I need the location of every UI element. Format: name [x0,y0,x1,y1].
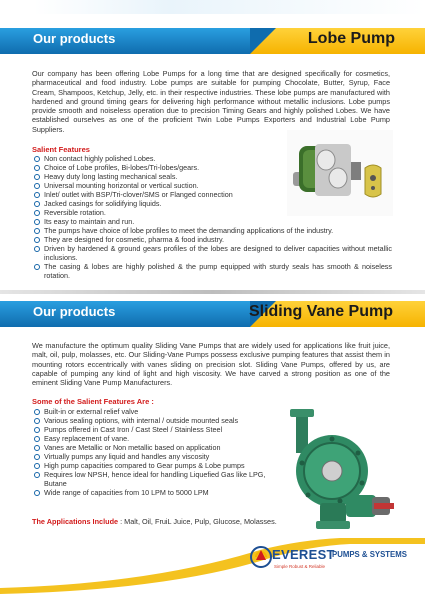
bullet-icon [34,228,40,234]
list-item: Reversible rotation. [32,208,280,217]
brand-tagline: Simple Robust & Reliable [274,564,326,569]
banner-left-title: Our products [33,304,116,319]
list-item: Requires low NPSH, hence ideal for handling Liquefied Gas like LPG, Butane [32,470,272,488]
bullet-icon [34,219,40,225]
lobe-pump-banner [0,28,425,54]
list-item: Heavy duty long lasting mechanical seals. [32,172,280,181]
bullet-icon [34,463,40,469]
list-item: Choice of Lobe profiles, Bi-lobes/Tri-lobes/gears. [32,163,280,172]
list-item: High pump capacities compared to Gear pumps & Lobe pumps [32,461,282,470]
everest-logo [248,546,408,576]
lobe-features-heading: Salient Features [32,145,90,154]
bullet-icon [34,183,40,189]
lobe-pump-intro: Our company has been offering Lobe Pumps for a long time that are designed specifically for cosmetics, pharmaceutical and food industry. Lobe pumps are suitable for pumping Chocolate, Butter, Syrup, Face Cream, Shampoos, Ketchup, Jelly, etc. in their respective industries. These lobe pumps are manufactured with hardened and ground timing gears for delivering high performance without metallic inclusions. Lobe pumps provide smooth and noiseless operation due to precision Timing Gears and highly polished Lobes. We have established ourselves as one of the proficient Twin Lobe Pumps Exporters and Industrial Lobe Pump Suppliers. [32,69,390,134]
list-item: Inlet/ outlet with BSP/Tri-clover/SMS or Flanged connection [32,190,280,199]
banner-right-title: Lobe Pump [307,30,395,47]
applications-text [32,517,388,526]
list-item: Non contact highly polished Lobes. [32,154,280,163]
bullet-icon [34,445,40,451]
list-item: Jacked casings for solidifying liquids. [32,199,280,208]
list-item: Pumps offered in Cast Iron / Cast Steel / Stainless Steel [32,425,282,434]
bullet-icon [34,490,40,496]
brand-name: EVEREST [272,547,335,562]
list-item: The pumps have choice of lobe profiles to meet the demanding applications of the industry. [32,226,392,235]
list-item: Virtually pumps any liquid and handles any viscosity [32,452,282,461]
bullet-icon [34,246,40,252]
list-item: Vanes are Metallic or Non metallic based on application [32,443,282,452]
bullet-icon [34,192,40,198]
brand-sub: PUMPS & SYSTEMS [332,550,407,559]
bullet-icon [34,454,40,460]
bullet-icon [34,174,40,180]
bullet-icon [34,210,40,216]
list-item: Built-in or external relief valve [32,407,282,416]
applications-label: The Applications Include [32,517,119,526]
bullet-icon [34,472,40,478]
banner-left-title: Our products [33,31,116,46]
bullet-icon [34,237,40,243]
list-item: Easy replacement of vane. [32,434,282,443]
vane-features-list [32,407,282,497]
sliding-vane-intro: We manufacture the optimum quality Sliding Vane Pumps that are widely used for applications like fruit juice, malt, oil, pulp, molasses, etc. Our Sliding-Vane Pumps possess exclusive pumping features that assist them in mounting rotors eccentrically with vanes sliding on precision slot. Sliding Vane Pumps, offered by us, are capable of pumping any kind of light and high viscosity. We have carved a strong position as one of the eminent Sliding Vane Pump Manufacturers. [32,341,390,388]
list-item: Various sealing options, with internal / outside mounted seals [32,416,282,425]
list-item: Universal mounting horizontal or vertical suction. [32,181,280,190]
vane-features-heading: Some of the Salient Features Are : [32,397,154,406]
top-decoration [0,0,425,14]
everest-emblem-icon [250,546,272,568]
banner-right-title: Sliding Vane Pump [248,303,393,320]
bullet-icon [34,418,40,424]
lobe-pump-image [285,128,395,218]
bullet-icon [34,201,40,207]
bullet-icon [34,264,40,270]
list-item: Wide range of capacities from 10 LPM to 5000 LPM [32,488,282,497]
bullet-icon [34,427,40,433]
bullet-icon [34,156,40,162]
list-item: Its easy to maintain and run. [32,217,280,226]
list-item: Driven by hardened & ground gears profiles of the lobes are designed to deliver capacities without metallic inclusions. [32,244,392,262]
list-item: They are designed for cosmetic, pharma & food industry. [32,235,392,244]
applications-list: : Malt, Oil, FruiL Juice, Pulp, Glucose, Molasses. [118,517,277,526]
section-divider [0,290,425,294]
bullet-icon [34,409,40,415]
bullet-icon [34,436,40,442]
bullet-icon [34,165,40,171]
list-item: The casing & lobes are highly polished & the pump equipped with sturdy seals has smooth & noiseless rotation. [32,262,392,280]
sliding-vane-banner [0,301,425,327]
